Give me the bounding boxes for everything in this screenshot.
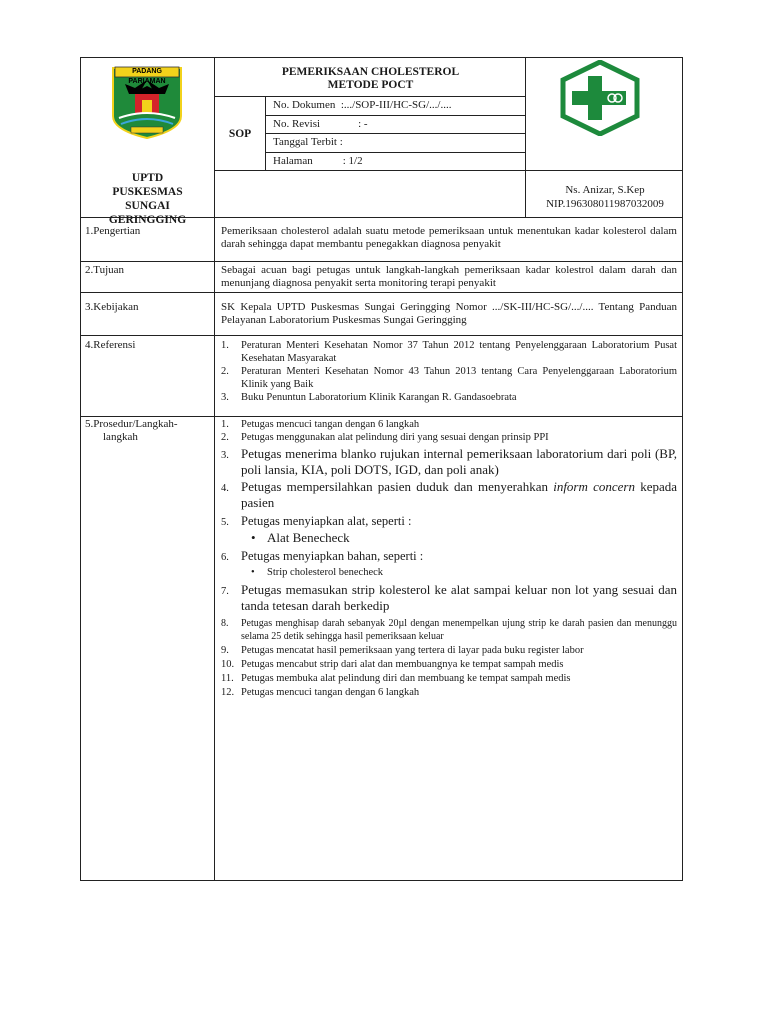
prosedur-list bbox=[221, 418, 677, 699]
list-item: 2. Petugas menggunakan alat pelindung diri yang sesuai dengan prinsip PPI bbox=[221, 432, 549, 443]
title-divider bbox=[215, 96, 526, 97]
list-item: 5. Petugas menyiapkan alat, seperti : • Alat Benecheck bbox=[221, 514, 677, 546]
label-kebijakan: 3.Kebijakan bbox=[85, 301, 139, 313]
list-item: 1. Petugas mencuci tangan dengan 6 langkah bbox=[221, 419, 420, 430]
text-kebijakan: SK Kepala UPTD Puskesmas Sungai Geringging Nomor .../SK-III/HC-SG/.../.... Tentang Panduan Pelayanan Laboratorium Puskesmas Sungai Geringging bbox=[221, 301, 677, 326]
list-item: 4. Petugas mempersilahkan pasien duduk dan menyerahkan inform concern kepada pasien bbox=[221, 479, 678, 510]
label-referensi: 4.Referensi bbox=[85, 339, 136, 351]
label-tujuan: 2.Tujuan bbox=[85, 264, 125, 276]
text-tujuan: Sebagai acuan bagi petugas untuk langkah-langkah pemeriksaan kadar kolestrol dalam darah dan menunjang diagnosa penyakit serta monitoring terapi penyakit bbox=[221, 264, 677, 289]
sub-item: • Alat Benecheck bbox=[251, 530, 350, 545]
sub-item: • Strip cholesterol benecheck bbox=[251, 567, 384, 578]
list-item: 9. Petugas mencatat hasil pemeriksaan yang tertera di layar pada buku register labor bbox=[221, 645, 584, 656]
meta-page: Halaman : 1/2 bbox=[273, 155, 363, 167]
list-item: 11. Petugas membuka alat pelindung diri dan membuang ke tempat sampah medis bbox=[221, 673, 571, 684]
emblem-banner-text: PADANG PARIAMAN bbox=[128, 68, 166, 85]
signer-name: Ns. Anizar, S.Kep bbox=[565, 184, 645, 196]
list-item: 12. Petugas mencuci tangan dengan 6 langkah bbox=[221, 687, 420, 698]
signer-nip: NIP.196308011987032009 bbox=[546, 198, 664, 210]
meta-publish-date: Tanggal Terbit : bbox=[273, 136, 343, 148]
list-item: 3. Buku Penuntun Laboratorium Klinik Karangan R. Gandasoebrata bbox=[221, 392, 517, 403]
section-divider bbox=[81, 292, 683, 293]
regency-emblem bbox=[109, 64, 185, 140]
section-divider bbox=[81, 335, 683, 336]
meta-row-line bbox=[266, 115, 526, 116]
puskesmas-logo bbox=[557, 60, 643, 136]
list-item: 7. Petugas memasukan strip kolesterol ke alat sampai keluar non lot yang sesuai dan tanda tetesan darah berkedip bbox=[221, 582, 677, 613]
list-item: 8. Petugas menghisap darah sebanyak 20µl dengan menempelkan ujung strip ke darah pasien dan menunggu selama 25 detik sehingga hasil pemeriksaan keluar bbox=[221, 618, 677, 642]
list-item: 10. Petugas mencabut strip dari alat dan membuangnya ke tempat sampah medis bbox=[221, 659, 564, 670]
document-title: PEMERIKSAAN CHOLESTEROL METODE POCT bbox=[281, 66, 460, 91]
label-pengertian: 1.Pengertian bbox=[85, 225, 141, 237]
meta-row-line bbox=[266, 133, 526, 134]
sop-label: SOP bbox=[228, 128, 252, 140]
sop-document bbox=[80, 57, 683, 881]
organization-name: UPTD PUSKESMAS SUNGAI GERINGGING bbox=[108, 172, 187, 226]
list-item: 2. Peraturan Menteri Kesehatan Nomor 43 Tahun 2013 tentang Cara Penyelenggaraan Laboratorium Klinik yang Baik bbox=[221, 366, 677, 390]
puskesmas-logo-icon bbox=[557, 60, 643, 136]
header-divider bbox=[215, 170, 683, 171]
label-prosedur: 5.Prosedur/Langkah- langkah bbox=[85, 418, 178, 443]
list-item: 6. Petugas menyiapkan bahan, seperti : • Strip cholesterol benecheck bbox=[221, 549, 677, 579]
list-item: 1. Peraturan Menteri Kesehatan Nomor 37 Tahun 2012 tentang Penyelenggaraan Laboratorium Pusat Kesehatan Masyarakat bbox=[221, 340, 677, 364]
referensi-list bbox=[221, 339, 677, 404]
meta-revision: No. Revisi : - bbox=[273, 118, 368, 130]
section-divider bbox=[81, 261, 683, 262]
section-divider bbox=[81, 416, 683, 417]
meta-document-number: No. Dokumen :.../SOP-III/HC-SG/.../.... bbox=[273, 99, 452, 111]
list-item: 3. Petugas menerima blanko rujukan internal pemeriksaan laboratorium dari poli (BP, poli lansia, KIA, poli DOTS, IGD, dan poli anak) bbox=[221, 446, 677, 477]
signer-block bbox=[527, 183, 683, 211]
meta-row-line bbox=[266, 152, 526, 153]
text-pengertian: Pemeriksaan cholesterol adalah suatu metode pemeriksaan untuk menentukan kadar kolesterol dalam darah sehingga dapat membantu penegakkan diagnosa penyakit bbox=[221, 225, 677, 250]
column-divider bbox=[214, 58, 215, 881]
